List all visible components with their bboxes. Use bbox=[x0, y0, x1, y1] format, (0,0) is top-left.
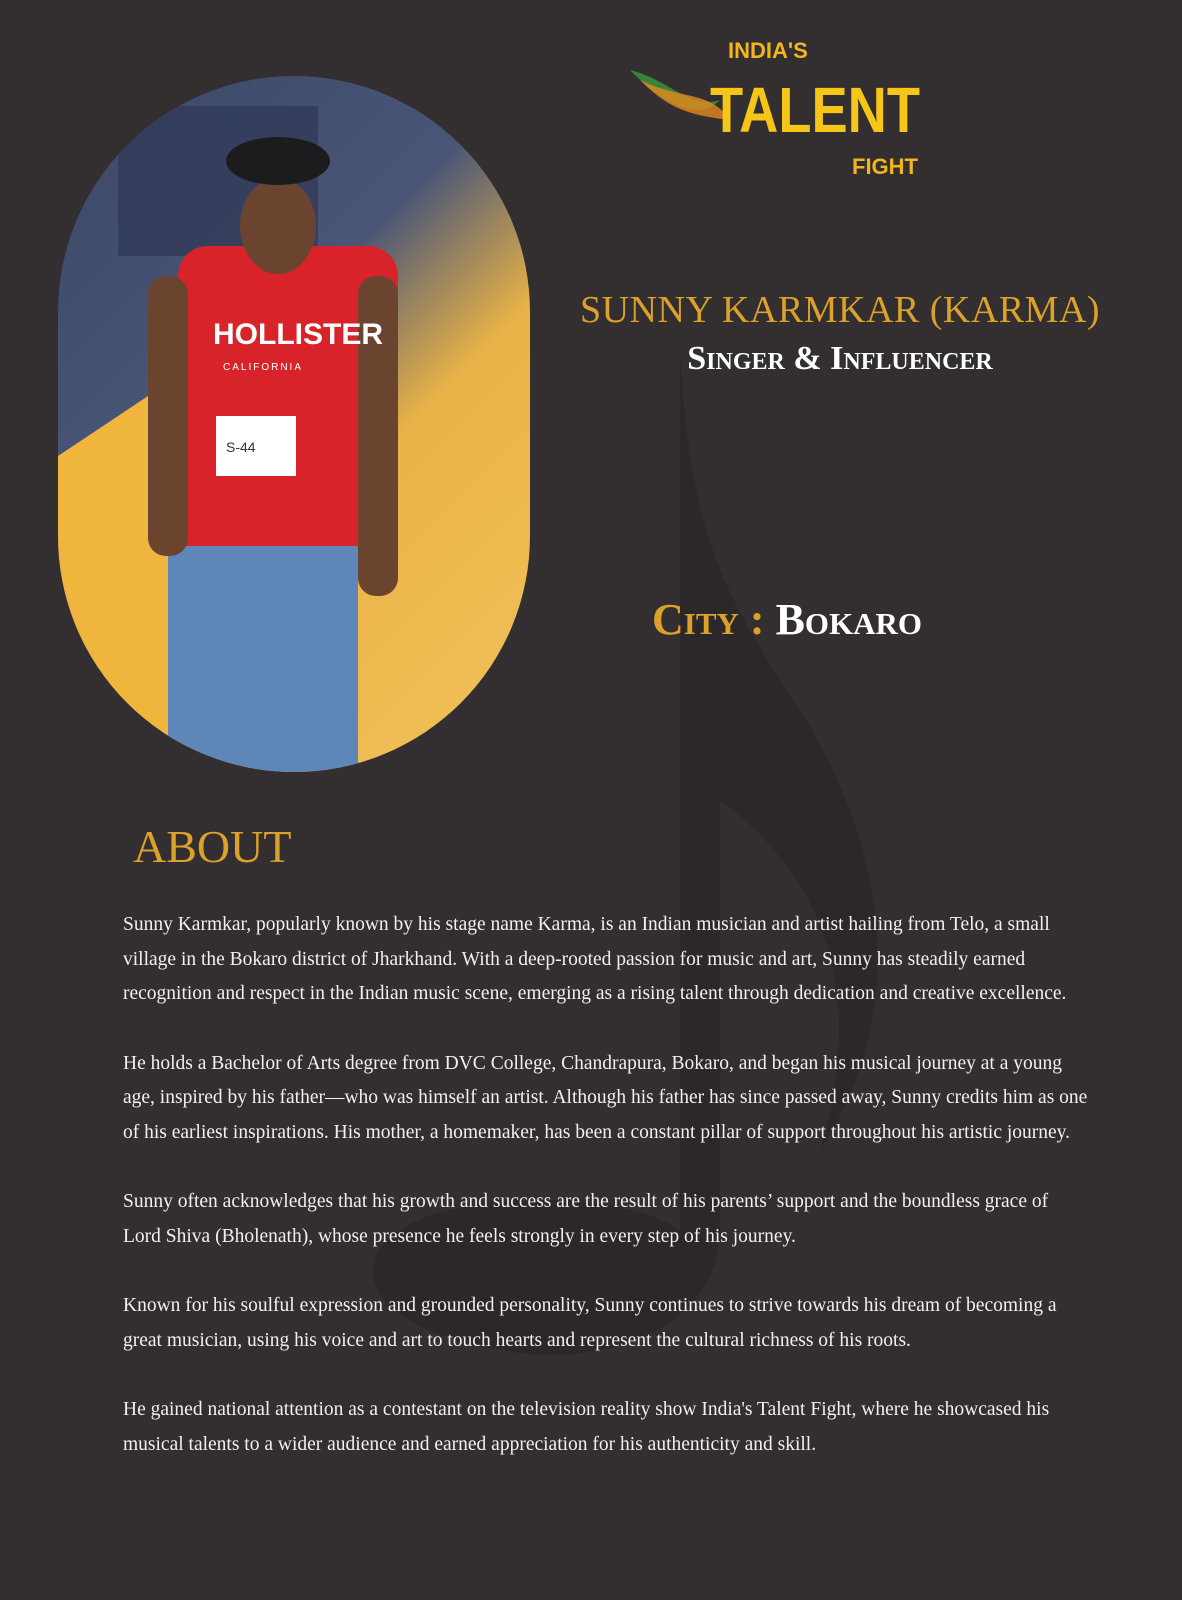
city-label: City : bbox=[652, 595, 765, 644]
shirt-text: HOLLISTER bbox=[213, 318, 383, 351]
person-illustration bbox=[58, 76, 530, 772]
shirt-subtext: CALIFORNIA bbox=[223, 362, 304, 373]
logo-line-2: TALENT bbox=[710, 74, 920, 146]
show-logo bbox=[630, 34, 940, 179]
about-paragraph: He gained national attention as a contestant on the television reality show India's Talent Fight, where he showcased his musical talents to a wider audience and earned appreciation for his authenticity and skill. bbox=[123, 1399, 1050, 1455]
logo-line-1: INDIA'S bbox=[728, 38, 808, 63]
about-paragraph: Known for his soulful expression and grounded personality, Sunny continues to strive towards his dream of becoming a great musician, using his voice and art to touch hearts and represent the cultural richness of his roots. bbox=[123, 1295, 1057, 1351]
profile-name: SUNNY KARMKAR (KARMA) bbox=[579, 289, 1100, 331]
about-paragraph: Sunny often acknowledges that his growth and success are the result of his parents’ support and the boundless grace of Lord Shiva (Bholenath), whose presence he feels strongly in every step of his journey. bbox=[123, 1191, 1049, 1247]
contestant-badge: S-44 bbox=[226, 439, 256, 455]
about-heading: ABOUT bbox=[133, 821, 292, 872]
logo-line-3: FIGHT bbox=[852, 154, 918, 179]
profile-photo bbox=[58, 76, 530, 772]
about-paragraph: Sunny Karmkar, popularly known by his stage name Karma, is an Indian musician and artist hailing from Telo, a small village in the Bokaro district of Jharkhand. With a deep-rooted passion for music and art, Sunny has steadily earned recognition and respect in the Indian music scene, emerging as a rising talent through dedication and creative excellence. bbox=[123, 914, 1067, 1004]
city-value: Bokaro bbox=[775, 595, 923, 644]
about-body bbox=[123, 908, 1088, 1497]
profile-city bbox=[652, 594, 922, 645]
profile-role: Singer & Influencer bbox=[687, 340, 993, 377]
about-paragraph: He holds a Bachelor of Arts degree from DVC College, Chandrapura, Bokaro, and began his musical journey at a young age, inspired by his father—who was himself an artist. Although his father has since passed away, Sunny credits him as one of his earliest inspirations. His mother, a homemaker, has been a constant pillar of support throughout his artistic journey. bbox=[123, 1052, 1088, 1143]
